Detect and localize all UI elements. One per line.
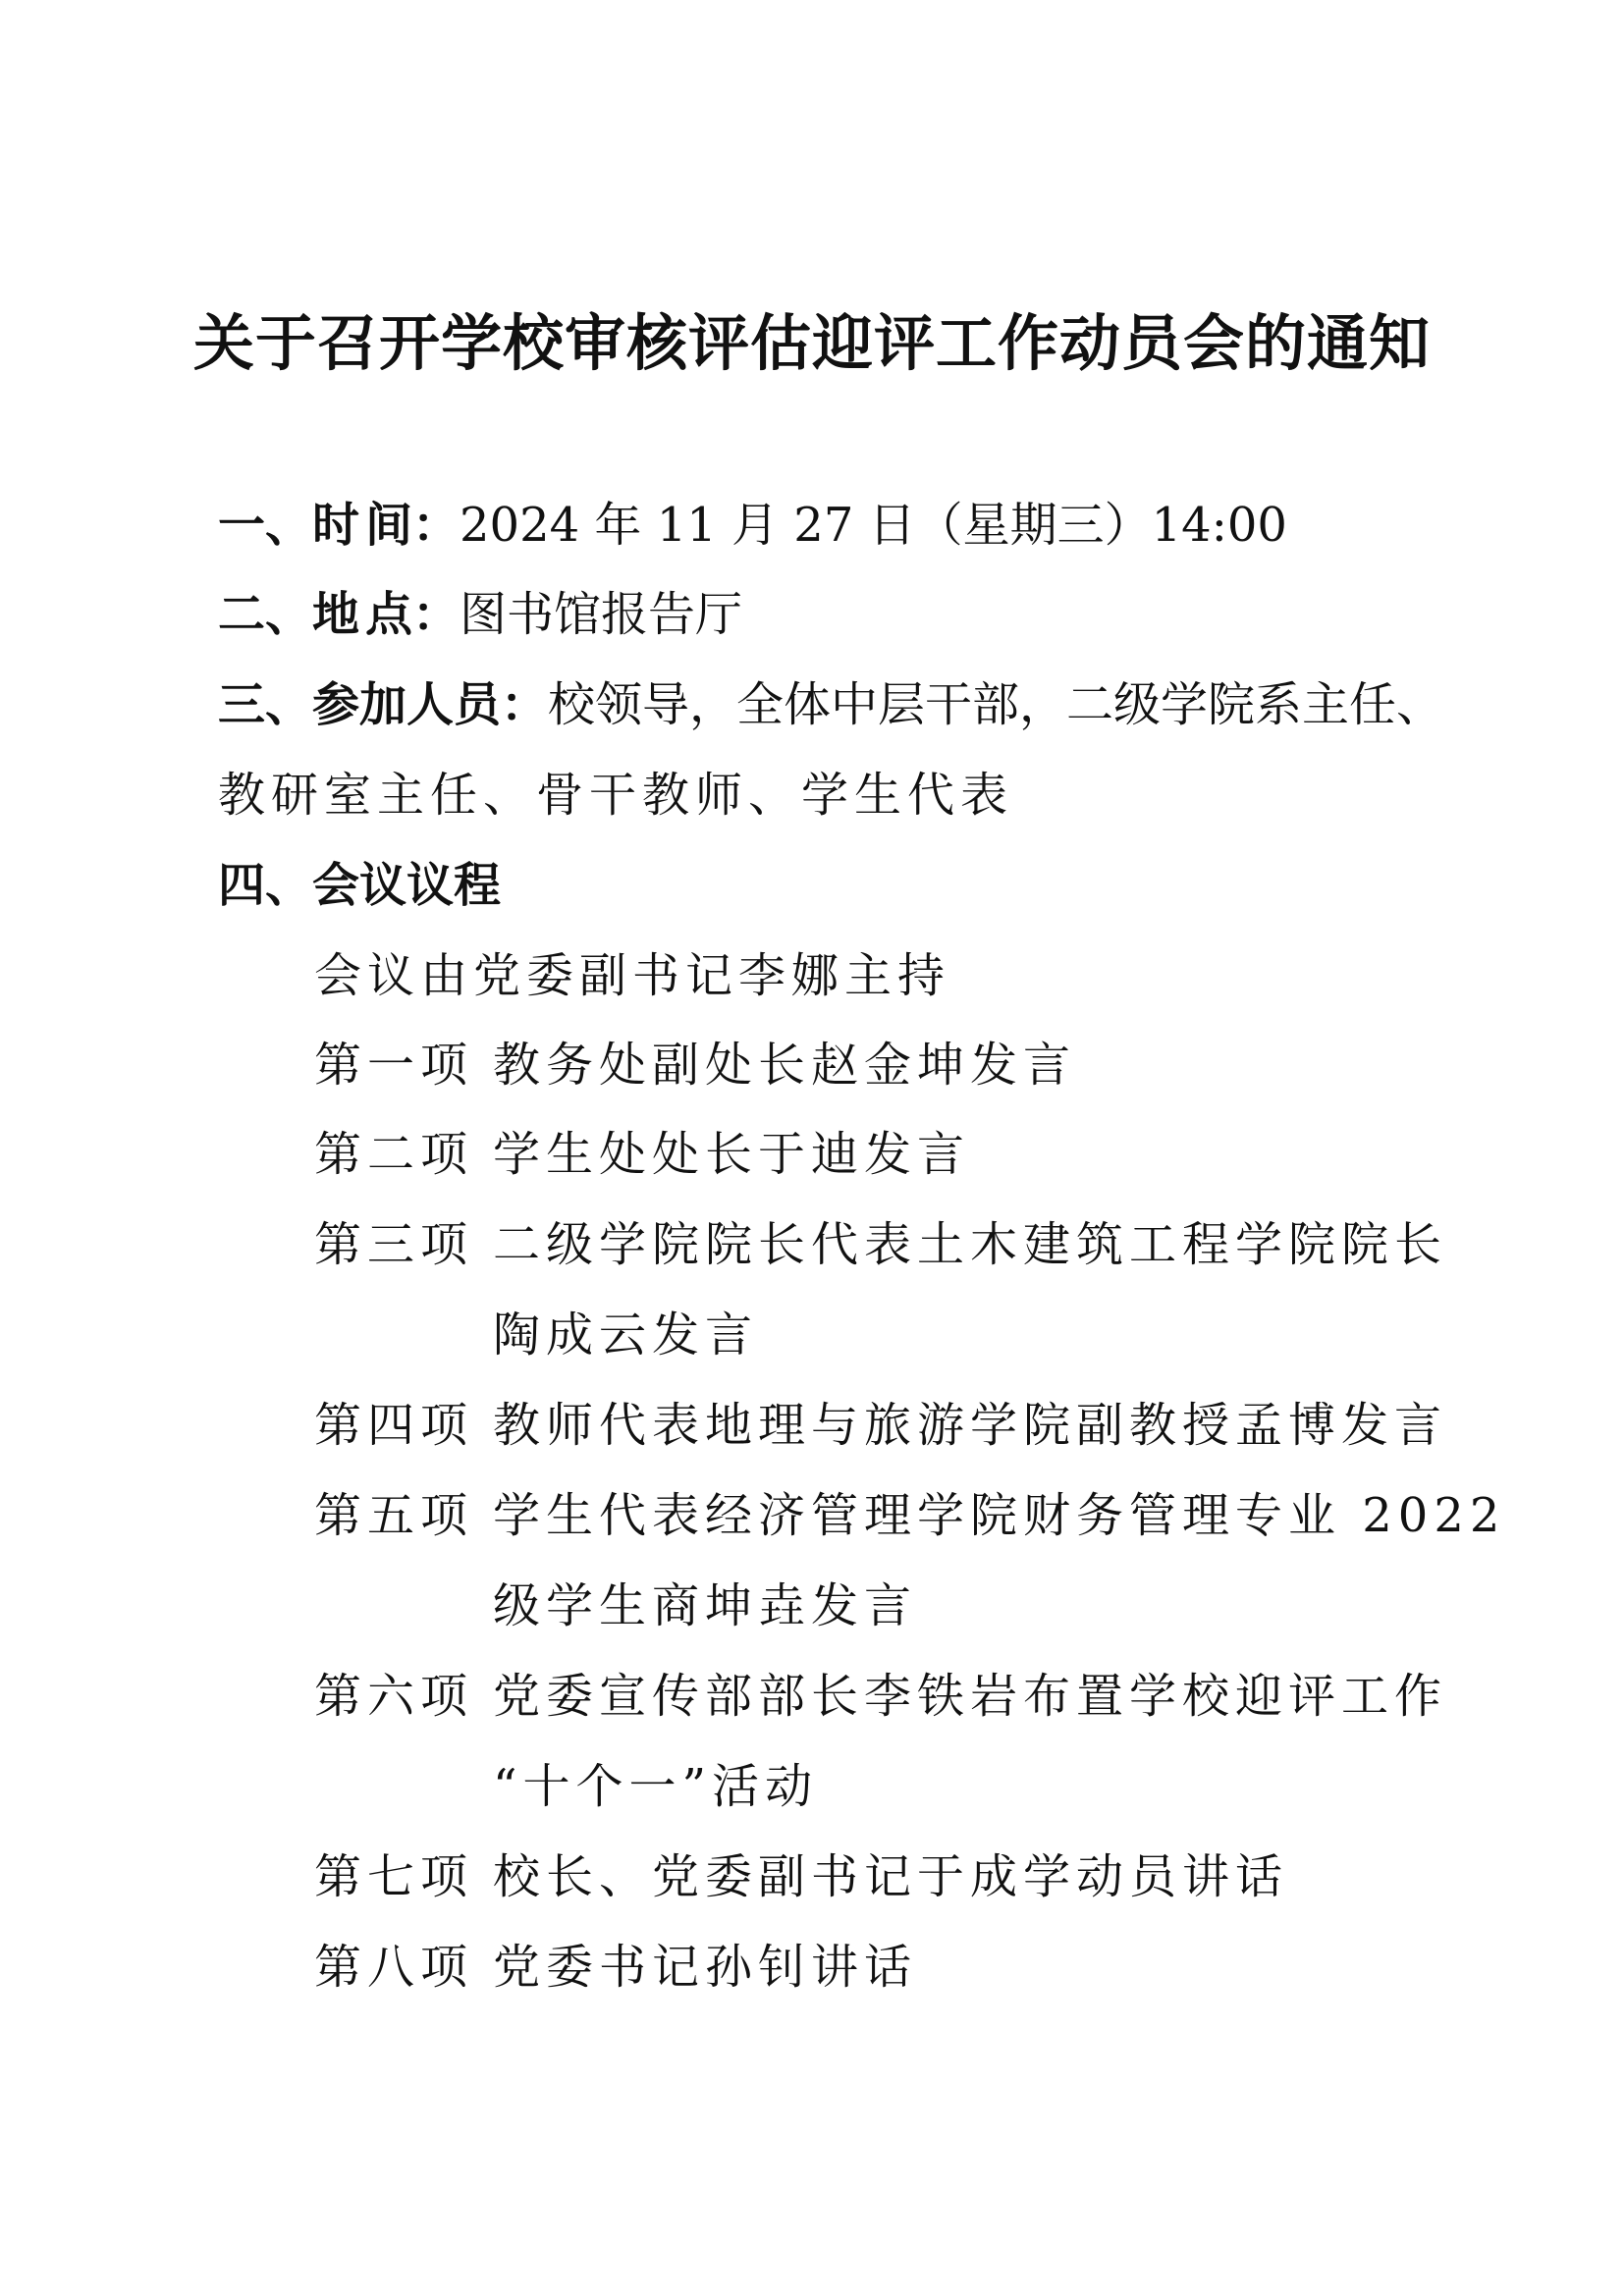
agenda-item-text: 教师代表地理与旅游学院副教授孟博发言	[493, 1398, 1448, 1453]
agenda-item	[314, 1847, 1288, 1906]
agenda-item-continuation: 级学生商坤垚发言	[493, 1578, 918, 1633]
attendees-value-line1: 校领导，全体中层干部，二级学院系主任、	[548, 677, 1444, 732]
attendees-label: 三、参加人员：	[218, 677, 549, 732]
agenda-item-number: 第七项	[314, 1849, 474, 1904]
agenda-host: 会议由党委副书记李娜主持	[314, 948, 951, 1003]
agenda-item-text: 党委书记孙钊讲话	[493, 1940, 918, 1995]
attendees-row	[218, 675, 1443, 734]
agenda-item-number: 第四项	[314, 1398, 474, 1453]
agenda-item	[314, 1125, 970, 1184]
agenda-item	[314, 1938, 917, 1997]
notice-title: 关于召开学校审核评估迎评工作动员会的通知	[192, 307, 1431, 379]
agenda-item-number: 第五项	[314, 1488, 474, 1543]
agenda-item-text: 学生处处长于迪发言	[493, 1127, 971, 1182]
agenda-item-number: 第一项	[314, 1038, 474, 1093]
agenda-item	[314, 1396, 1447, 1455]
agenda-item-text: 校长、党委副书记于成学动员讲话	[493, 1849, 1289, 1904]
place-value: 图书馆报告厅	[460, 587, 743, 642]
agenda-item	[314, 1667, 1447, 1726]
agenda-item	[314, 1036, 1076, 1095]
attendees-continuation: 教研室主任、骨干教师、学生代表	[218, 768, 1014, 823]
agenda-item-number: 第二项	[314, 1127, 474, 1182]
agenda-item-number: 第六项	[314, 1669, 474, 1724]
agenda-item-number: 第八项	[314, 1940, 474, 1995]
agenda-heading: 四、会议议程	[218, 858, 502, 913]
agenda-item-text: 教务处副处长赵金坤发言	[493, 1038, 1077, 1093]
time-label-part2: 间：	[365, 498, 460, 553]
agenda-item-number: 第三项	[314, 1217, 474, 1272]
agenda-item	[314, 1215, 1447, 1274]
place-row	[218, 585, 742, 644]
agenda-item-continuation: 陶成云发言	[493, 1308, 759, 1362]
agenda-item	[314, 1486, 1505, 1545]
agenda-item-text: 党委宣传部部长李铁岩布置学校迎评工作	[493, 1669, 1448, 1724]
agenda-item-text: 学生代表经济管理学院财务管理专业 2022	[493, 1488, 1506, 1543]
agenda-item-text: 二级学院院长代表土木建筑工程学院院长	[493, 1217, 1448, 1272]
place-label-part2: 点：	[365, 587, 460, 642]
place-label-part1: 二、地	[218, 587, 360, 642]
agenda-item-continuation: “十个一”活动	[493, 1759, 819, 1814]
time-label-part1: 一、时	[218, 498, 360, 553]
time-row	[218, 496, 1287, 555]
time-value: 2024 年 11 月 27 日（星期三）14:00	[460, 498, 1287, 553]
